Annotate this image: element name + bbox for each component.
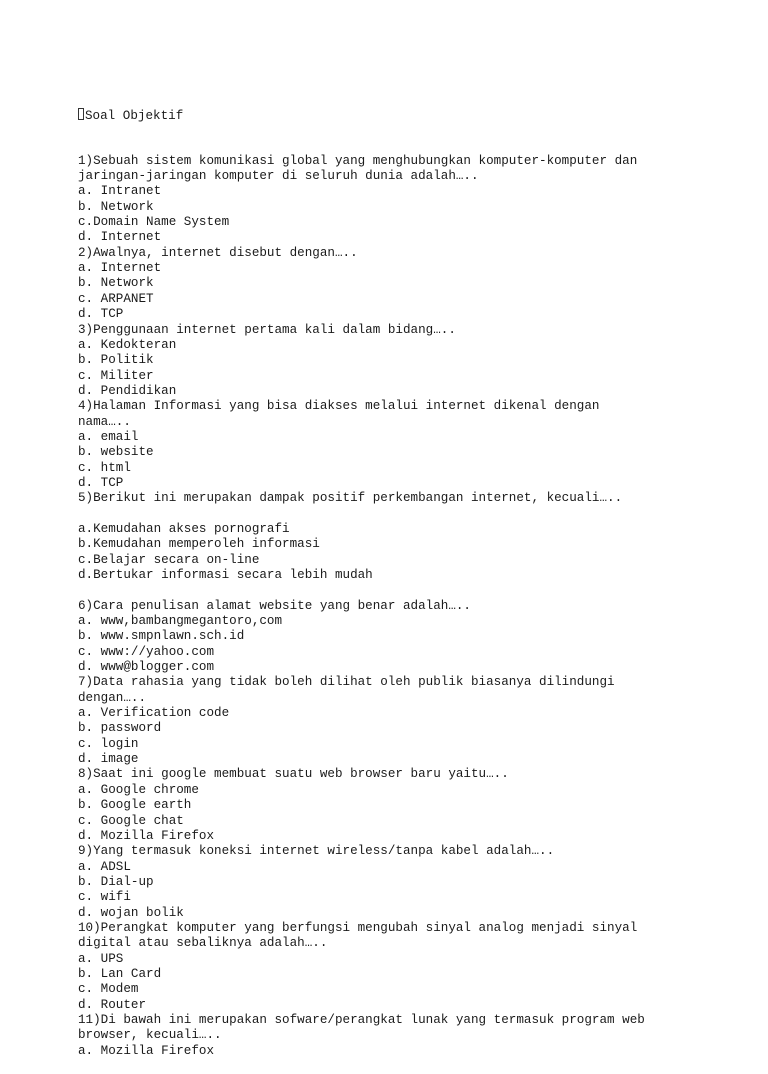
text-line: a. Intranet xyxy=(78,184,162,199)
text-line: d. Pendidikan xyxy=(78,383,177,398)
text-line: b. Network xyxy=(78,276,154,291)
text-line: 3)Penggunaan internet pertama kali dalam bidang….. xyxy=(78,322,456,337)
text-line: 6)Cara penulisan alamat website yang benar adalah….. xyxy=(78,598,471,613)
text-line: a. Internet xyxy=(78,261,162,276)
document-page xyxy=(78,77,748,1074)
text-line: b. Dial-up xyxy=(78,874,154,889)
text-line: b. Google earth xyxy=(78,798,192,813)
blank-line xyxy=(78,583,748,598)
text-line: d. TCP xyxy=(78,307,124,322)
text-line: a. email xyxy=(78,429,139,444)
text-line: a. Verification code xyxy=(78,706,230,721)
text-line: 5)Berikut ini merupakan dampak positif perkembangan internet, kecuali….. xyxy=(78,491,623,506)
text-line: digital atau sebaliknya adalah….. xyxy=(78,936,328,951)
text-line: b. Lan Card xyxy=(78,966,162,981)
text-line: d. www@blogger.com xyxy=(78,660,215,675)
text-line: a. Mozilla Firefox xyxy=(78,1043,215,1058)
text-line: b. Network xyxy=(78,199,154,214)
text-line: nama….. xyxy=(78,414,131,429)
text-line: c. wifi xyxy=(78,890,131,905)
text-line: b. password xyxy=(78,721,162,736)
text-line: c. login xyxy=(78,736,139,751)
text-line: d. image xyxy=(78,752,139,767)
text-line: a.Kemudahan akses pornografi xyxy=(78,521,290,536)
document-heading xyxy=(78,108,748,123)
text-line: c. Modem xyxy=(78,982,139,997)
text-line: b. Politik xyxy=(78,353,154,368)
text-line: jaringan-jaringan komputer di seluruh dunia adalah….. xyxy=(78,169,479,184)
text-line: b.Kemudahan memperoleh informasi xyxy=(78,537,320,552)
text-line: a. www,bambangmegantoro,com xyxy=(78,614,283,629)
text-line: d. Router xyxy=(78,997,147,1012)
heading-text: Soal Objektif xyxy=(85,108,184,123)
text-line: d. TCP xyxy=(78,475,124,490)
text-line: c.Belajar secara on-line xyxy=(78,552,260,567)
text-line: 10)Perangkat komputer yang berfungsi mengubah sinyal analog menjadi sinyal xyxy=(78,920,638,935)
text-line: d. Internet xyxy=(78,230,162,245)
text-line: a. UPS xyxy=(78,951,124,966)
text-line: 2)Awalnya, internet disebut dengan….. xyxy=(78,245,358,260)
text-line: 9)Yang termasuk koneksi internet wireless/tanpa kabel adalah….. xyxy=(78,844,555,859)
text-line: c. Militer xyxy=(78,368,154,383)
text-line: a. Google chrome xyxy=(78,782,199,797)
text-line: d.Bertukar informasi secara lebih mudah xyxy=(78,568,373,582)
text-line: 7)Data rahasia yang tidak boleh dilihat oleh publik biasanya dilindungi xyxy=(78,675,615,690)
blank-line xyxy=(78,507,748,522)
document-body xyxy=(78,154,748,1059)
text-line: c. ARPANET xyxy=(78,291,154,306)
text-line: 11)Di bawah ini merupakan sofware/perangkat lunak yang termasuk program web xyxy=(78,1012,645,1027)
text-line: d. wojan bolik xyxy=(78,905,184,920)
text-line: dengan….. xyxy=(78,690,147,705)
text-line: browser, kecuali….. xyxy=(78,1028,222,1043)
text-line: b. website xyxy=(78,445,154,460)
text-line: c. Google chat xyxy=(78,813,184,828)
text-line: c.Domain Name System xyxy=(78,215,230,230)
text-line: 1)Sebuah sistem komunikasi global yang menghubungkan komputer-komputer dan xyxy=(78,153,638,168)
text-line: 4)Halaman Informasi yang bisa diakses melalui internet dikenal dengan xyxy=(78,399,600,414)
text-line: d. Mozilla Firefox xyxy=(78,828,215,843)
text-line: a. Kedokteran xyxy=(78,337,177,352)
text-line: a. ADSL xyxy=(78,859,131,874)
text-line: b. www.smpnlawn.sch.id xyxy=(78,629,245,644)
text-line: c. html xyxy=(78,460,131,475)
text-line: 8)Saat ini google membuat suatu web browser baru yaitu….. xyxy=(78,767,509,782)
text-line: c. www://yahoo.com xyxy=(78,644,215,659)
missing-glyph-icon xyxy=(78,108,84,120)
